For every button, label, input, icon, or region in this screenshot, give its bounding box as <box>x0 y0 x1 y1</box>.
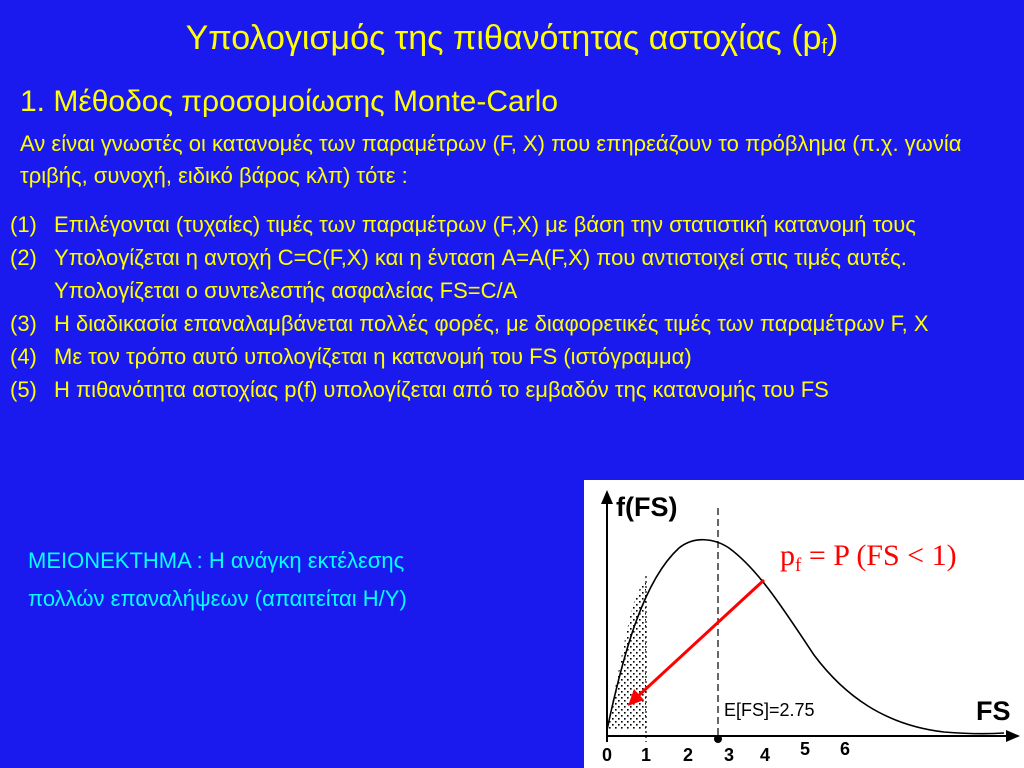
step-number: (3) <box>10 311 37 336</box>
pointer-arrow <box>636 580 764 698</box>
x-tick-label: 1 <box>641 745 652 765</box>
x-tick-label: 2 <box>683 745 694 765</box>
section-heading: 1. Μέθοδος προσομοίωσης Monte-Carlo <box>20 85 559 118</box>
x-tick-label: 6 <box>840 739 851 759</box>
step-text: Η πιθανότητα αστοχίας p(f) υπολογίζεται από το εμβαδόν της κατανομής του FS <box>54 377 829 402</box>
drawback-line-2: πολλών επαναλήψεων (απαιτείται Η/Υ) <box>28 586 407 611</box>
step-number: (5) <box>10 377 37 402</box>
formula-rest: = P (FS < 1) <box>801 539 957 572</box>
step-text: Με τον τρόπο αυτό υπολογίζεται η κατανομή του FS (ιστόγραμμα) <box>54 344 692 369</box>
y-axis-arrow-icon <box>601 490 613 504</box>
step-number: (1) <box>10 212 37 237</box>
list-item <box>10 340 1020 373</box>
x-axis-label: FS <box>976 696 1011 726</box>
y-axis-label: f(FS) <box>616 492 678 522</box>
slide-title-text: Υπολογισμός της πιθανότητας αστοχίας (p <box>185 19 822 57</box>
x-tick-label: 4 <box>760 745 771 765</box>
step-number: (4) <box>10 344 37 369</box>
formula-subscript: f <box>795 555 802 576</box>
intro-paragraph: Αν είναι γνωστές οι κατανομές των παραμέτρων (F, X) που επηρεάζουν το πρόβλημα (π.χ. γωνία τριβής, συνοχή, ειδικό βάρος κλπ) τότε : <box>20 131 962 188</box>
steps-list <box>10 208 1020 406</box>
list-item <box>10 241 1020 307</box>
drawback-line-1: ΜΕΙΟΝΕΚΤΗΜΑ : Η ανάγκη εκτέλεσης <box>28 548 405 573</box>
list-item <box>10 208 1020 241</box>
slide-title-close: ) <box>827 19 839 57</box>
formula-p: p <box>780 539 795 572</box>
x-tick-label: 3 <box>724 745 735 765</box>
slide-title-subscript: f <box>821 36 828 58</box>
step-text: Υπολογίζεται η αντοχή C=C(F,X) και η ένταση A=A(F,X) που αντιστοιχεί στις τιμές αυτές. Υπολογίζεται ο συντελεστής ασφαλείας FS=C/A <box>54 245 907 303</box>
step-text: Επιλέγονται (τυχαίες) τιμές των παραμέτρων (F,X) με βάση την στατιστική κατανομή τους <box>54 212 916 237</box>
distribution-plot <box>584 480 1024 768</box>
drawback-note <box>28 542 548 618</box>
step-text: Η διαδικασία επαναλαμβάνεται πολλές φορές, με διαφορετικές τιμές των παραμέτρων F, X <box>54 311 929 336</box>
failure-probability-formula <box>780 538 957 574</box>
x-tick-label: 5 <box>800 739 811 759</box>
step-number: (2) <box>10 245 37 270</box>
list-item <box>10 373 1020 406</box>
x-tick-label: 0 <box>602 745 613 765</box>
slide-title <box>0 18 1024 58</box>
mean-label: E[FS]=2.75 <box>724 700 815 720</box>
list-item <box>10 307 1020 340</box>
x-axis-arrow-icon <box>1006 730 1020 742</box>
distribution-figure <box>584 480 1024 768</box>
failure-area <box>607 578 646 730</box>
